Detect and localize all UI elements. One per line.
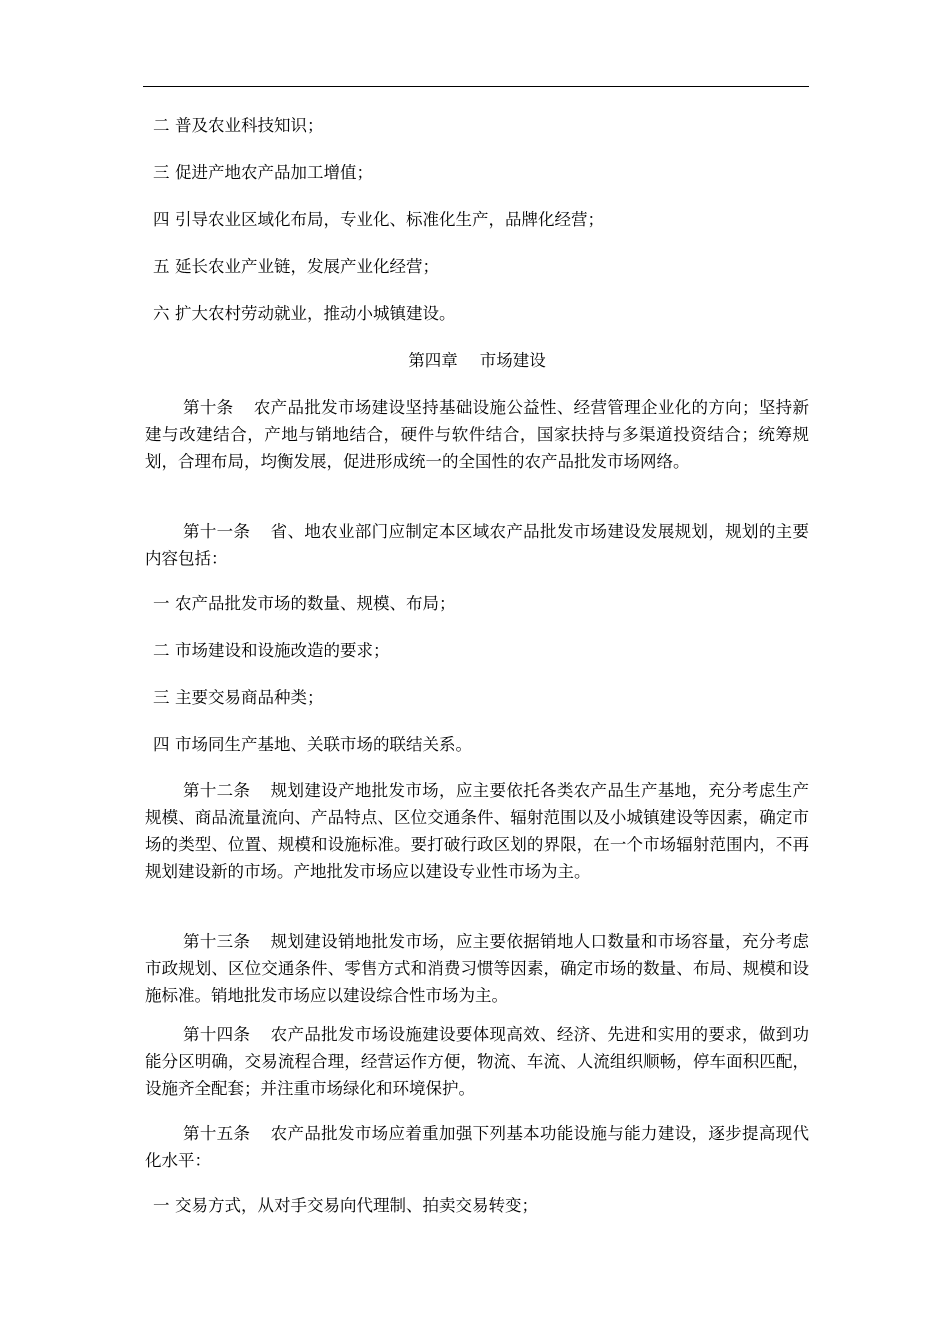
list-item-text: 农产品批发市场的数量、规模、布局； (175, 594, 456, 613)
list-item-number: 二 (153, 116, 170, 135)
list-item-text: 普及农业科技知识； (175, 116, 324, 135)
article-text: 农产品批发市场设施建设要体现高效、经济、先进和实用的要求，做到功能分区明确，交易流程合理，经营运作方便，物流、车流、人流组织顺畅，停车面积匹配，设施齐全配套；并注重市场绿化和环境保护。 (145, 1025, 810, 1098)
list-item-number: 四 (153, 735, 170, 754)
article-paragraph (145, 518, 809, 572)
list-item (145, 255, 439, 279)
list-item-text: 市场建设和设施改造的要求； (175, 641, 390, 660)
list-item (145, 1194, 538, 1218)
article-label: 第十五条 (183, 1124, 251, 1143)
list-item-text: 交易方式，从对手交易向代理制、拍卖交易转变； (175, 1196, 538, 1215)
list-item-text: 促进产地农产品加工增值； (175, 163, 373, 182)
list-item-text: 主要交易商品种类； (175, 688, 324, 707)
article-text: 规划建设产地批发市场，应主要依托各类农产品生产基地，充分考虑生产规模、商品流量流向、产品特点、区位交通条件、辐射范围以及小城镇建设等因素，确定市场的类型、位置、规模和设施标准。要打破行政区划的界限，在一个市场辐射范围内，不再规划建设新的市场。产地批发市场应以建设专业性市场为主。 (145, 781, 810, 881)
list-item-number: 四 (153, 210, 170, 229)
list-item (145, 733, 472, 757)
article-label: 第十一条 (183, 522, 251, 541)
article-paragraph (145, 928, 809, 1009)
chapter-heading (145, 349, 809, 373)
chapter-number: 第四章 (408, 351, 458, 370)
list-item (145, 208, 604, 232)
article-paragraph (145, 1021, 809, 1102)
article-label: 第十四条 (183, 1025, 251, 1044)
article-paragraph (145, 394, 809, 475)
list-item-text: 引导农业区域化布局，专业化、标准化生产，品牌化经营； (175, 210, 604, 229)
article-label: 第十二条 (183, 781, 251, 800)
article-text: 农产品批发市场建设坚持基础设施公益性、经营管理企业化的方向；坚持新建与改建结合，产地与销地结合，硬件与软件结合，国家扶持与多渠道投资结合；统筹规划，合理布局，均衡发展，促进形成统一的全国性的农产品批发市场网络。 (145, 398, 809, 471)
chapter-title: 市场建设 (479, 351, 546, 370)
list-item (145, 686, 324, 710)
article-paragraph (145, 1120, 809, 1174)
header-rule (143, 86, 809, 87)
list-item (145, 161, 373, 185)
article-label: 第十条 (183, 398, 234, 417)
article-text: 规划建设销地批发市场，应主要依据销地人口数量和市场容量，充分考虑市政规划、区位交通条件、零售方式和消费习惯等因素，确定市场的数量、布局、规模和设施标准。销地批发市场应以建设综合性市场为主。 (145, 932, 810, 1005)
list-item-number: 一 (153, 594, 170, 613)
article-paragraph (145, 777, 809, 885)
list-item-text: 扩大农村劳动就业，推动小城镇建设。 (175, 304, 456, 323)
list-item-number: 六 (153, 304, 170, 323)
list-item-number: 一 (153, 1196, 170, 1215)
list-item-number: 三 (153, 163, 170, 182)
article-label: 第十三条 (183, 932, 251, 951)
list-item (145, 639, 390, 663)
list-item (145, 114, 324, 138)
list-item (145, 302, 456, 326)
list-item-number: 三 (153, 688, 170, 707)
list-item-text: 延长农业产业链，发展产业化经营； (175, 257, 439, 276)
list-item-number: 二 (153, 641, 170, 660)
article-text: 省、地农业部门应制定本区域农产品批发市场建设发展规划，规划的主要内容包括： (145, 522, 810, 568)
list-item-text: 市场同生产基地、关联市场的联结关系。 (175, 735, 472, 754)
list-item (145, 592, 456, 616)
article-text: 农产品批发市场应着重加强下列基本功能设施与能力建设，逐步提高现代化水平： (145, 1124, 810, 1170)
list-item-number: 五 (153, 257, 170, 276)
